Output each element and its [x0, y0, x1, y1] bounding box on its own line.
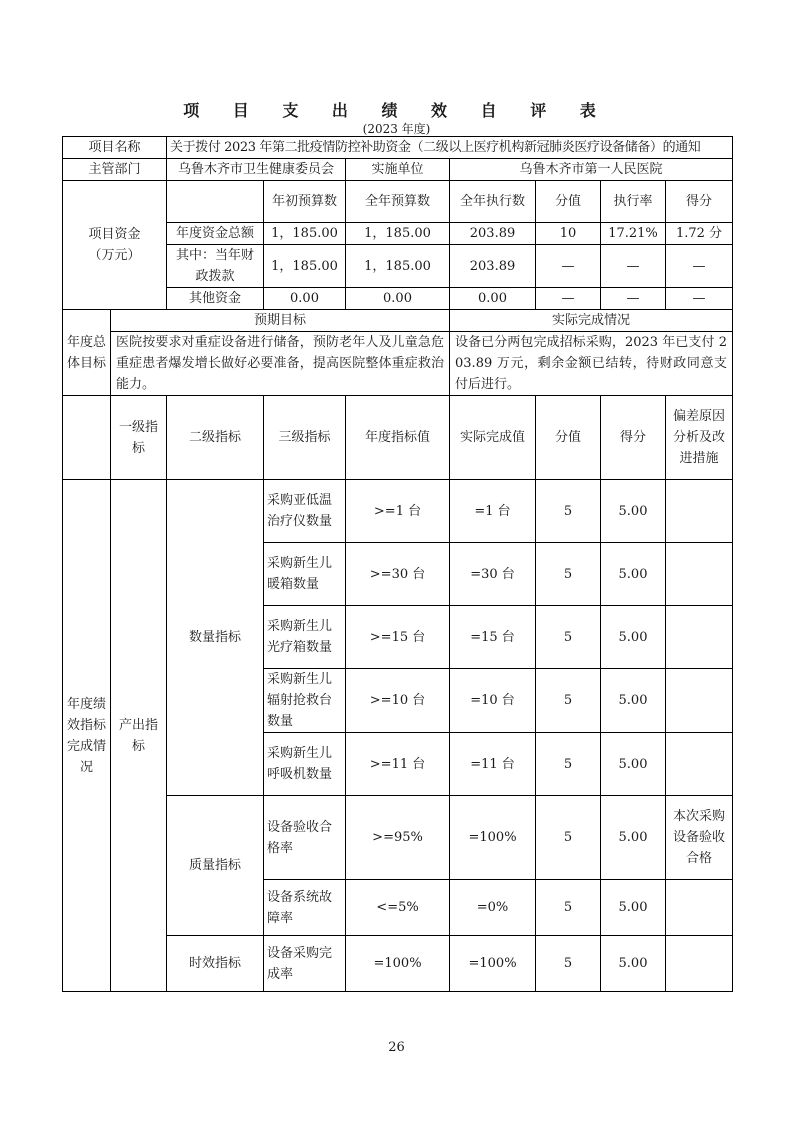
project-name: 关于拨付 2023 年第二批疫情防控补助资金（二级以上医疗机构新冠肺炎医疗设备储备）的通知 [167, 137, 733, 159]
funds-cell: 0.00 [346, 288, 450, 310]
indicator-target: >=30 台 [346, 543, 450, 606]
indicator-note [666, 733, 733, 796]
funds-header-score: 得分 [666, 181, 733, 223]
funds-label: 项目资金 （万元） [63, 181, 167, 310]
level1-label: 产出指标 [111, 480, 167, 992]
indicator-header-actual: 实际完成值 [450, 396, 536, 480]
dept-label: 主管部门 [63, 159, 167, 181]
funds-header-executed: 全年执行数 [450, 181, 536, 223]
funds-cell: 17.21% [601, 223, 666, 245]
indicator-note [666, 543, 733, 606]
funds-cell: 1，185.00 [264, 223, 346, 245]
indicator-header-note: 偏差原因分析及改进措施 [666, 396, 733, 480]
funds-cell: 1.72 分 [666, 223, 733, 245]
page-number: 26 [388, 1040, 405, 1055]
indicator-target: =100% [346, 936, 450, 992]
year-note: (2023 年度) [362, 122, 431, 136]
indicator-header-level1: 一级指标 [111, 396, 167, 480]
indicator-name: 采购新生儿呼吸机数量 [264, 733, 346, 796]
indicator-target: >=1 台 [346, 480, 450, 543]
indicator-score: 5.00 [601, 480, 666, 543]
indicator-note [666, 880, 733, 936]
funds-row-label: 年度资金总额 [167, 223, 264, 245]
quality-label: 质量指标 [167, 796, 264, 936]
funds-cell: 0.00 [264, 288, 346, 310]
indicator-actual: =100% [450, 936, 536, 992]
funds-header-initial: 年初预算数 [264, 181, 346, 223]
indicator-name: 采购新生儿辐射抢救台数量 [264, 669, 346, 733]
indicator-note: 本次采购设备验收合格 [666, 796, 733, 880]
indicator-note [666, 480, 733, 543]
funds-cell: — [601, 245, 666, 288]
indicator-score: 5.00 [601, 936, 666, 992]
indicator-name: 设备采购完成率 [264, 936, 346, 992]
indicator-name: 采购新生儿光疗箱数量 [264, 606, 346, 669]
funds-row-label: 其中：当年财政拨款 [167, 245, 264, 288]
indicator-header-weight: 分值 [536, 396, 601, 480]
indicator-weight: 5 [536, 936, 601, 992]
impl-label: 实施单位 [346, 159, 450, 181]
indicator-weight: 5 [536, 669, 601, 733]
indicator-name: 设备系统故障率 [264, 880, 346, 936]
indicator-score: 5.00 [601, 669, 666, 733]
indicator-actual: =100% [450, 796, 536, 880]
indicator-header-level3: 三级指标 [264, 396, 346, 480]
funds-header-score-value: 分值 [536, 181, 601, 223]
funds-cell: — [666, 288, 733, 310]
funds-cell: 203.89 [450, 245, 536, 288]
funds-cell: 0.00 [450, 288, 536, 310]
indicator-score: 5.00 [601, 543, 666, 606]
funds-cell: 1，185.00 [264, 245, 346, 288]
funds-corner-cell [167, 181, 264, 223]
indicator-target: >=10 台 [346, 669, 450, 733]
actual-text: 设备已分两包完成招标采购，2023 年已支付 203.89 万元，剩余金额已结转，待财政同意支付后进行。 [450, 332, 733, 396]
indicator-weight: 5 [536, 543, 601, 606]
funds-row-label: 其他资金 [167, 288, 264, 310]
funds-header-rate: 执行率 [601, 181, 666, 223]
funds-cell: — [536, 288, 601, 310]
indicator-header-level2: 二级指标 [167, 396, 264, 480]
indicator-score: 5.00 [601, 733, 666, 796]
indicator-weight: 5 [536, 480, 601, 543]
page-title: 项 目 支 出 绩 效 自 评 表 [183, 101, 610, 120]
funds-cell: — [536, 245, 601, 288]
indicator-name: 采购新生儿暖箱数量 [264, 543, 346, 606]
indicator-name: 设备验收合格率 [264, 796, 346, 880]
indicator-actual: =11 台 [450, 733, 536, 796]
indicator-score: 5.00 [601, 606, 666, 669]
quantity-label: 数量指标 [167, 480, 264, 796]
time-label: 时效指标 [167, 936, 264, 992]
indicators-section-label: 年度绩效指标完成情况 [63, 480, 111, 992]
expected-header: 预期目标 [111, 310, 450, 332]
funds-cell: — [666, 245, 733, 288]
indicator-weight: 5 [536, 796, 601, 880]
indicator-note [666, 669, 733, 733]
funds-cell: — [601, 288, 666, 310]
funds-cell: 1，185.00 [346, 245, 450, 288]
dept-value: 乌鲁木齐市卫生健康委员会 [167, 159, 346, 181]
indicator-actual: =1 台 [450, 480, 536, 543]
indicator-score: 5.00 [601, 880, 666, 936]
indicator-actual: =0% [450, 880, 536, 936]
indicator-note [666, 936, 733, 992]
funds-cell: 203.89 [450, 223, 536, 245]
indicator-weight: 5 [536, 733, 601, 796]
indicator-weight: 5 [536, 606, 601, 669]
indicator-actual: =30 台 [450, 543, 536, 606]
indicator-name: 采购亚低温治疗仪数量 [264, 480, 346, 543]
indicator-target: >=95% [346, 796, 450, 880]
indicator-target: >=11 台 [346, 733, 450, 796]
indicator-note [666, 606, 733, 669]
performance-table [62, 136, 733, 992]
indicator-target: >=15 台 [346, 606, 450, 669]
funds-cell: 10 [536, 223, 601, 245]
expected-text: 医院按要求对重症设备进行储备，预防老年人及儿童急危重症患者爆发增长做好必要准备，提高医院整体重症救治能力。 [111, 332, 450, 396]
indicator-score: 5.00 [601, 796, 666, 880]
funds-header-annual: 全年预算数 [346, 181, 450, 223]
project-name-label: 项目名称 [63, 137, 167, 159]
impl-value: 乌鲁木齐市第一人民医院 [450, 159, 733, 181]
actual-header: 实际完成情况 [450, 310, 733, 332]
indicator-actual: =10 台 [450, 669, 536, 733]
goals-label: 年度总体目标 [63, 310, 111, 396]
indicator-header-score: 得分 [601, 396, 666, 480]
indicator-header-blank [63, 396, 111, 480]
funds-cell: 1，185.00 [346, 223, 450, 245]
indicator-actual: =15 台 [450, 606, 536, 669]
indicator-weight: 5 [536, 880, 601, 936]
indicator-header-target: 年度指标值 [346, 396, 450, 480]
indicator-target: <=5% [346, 880, 450, 936]
